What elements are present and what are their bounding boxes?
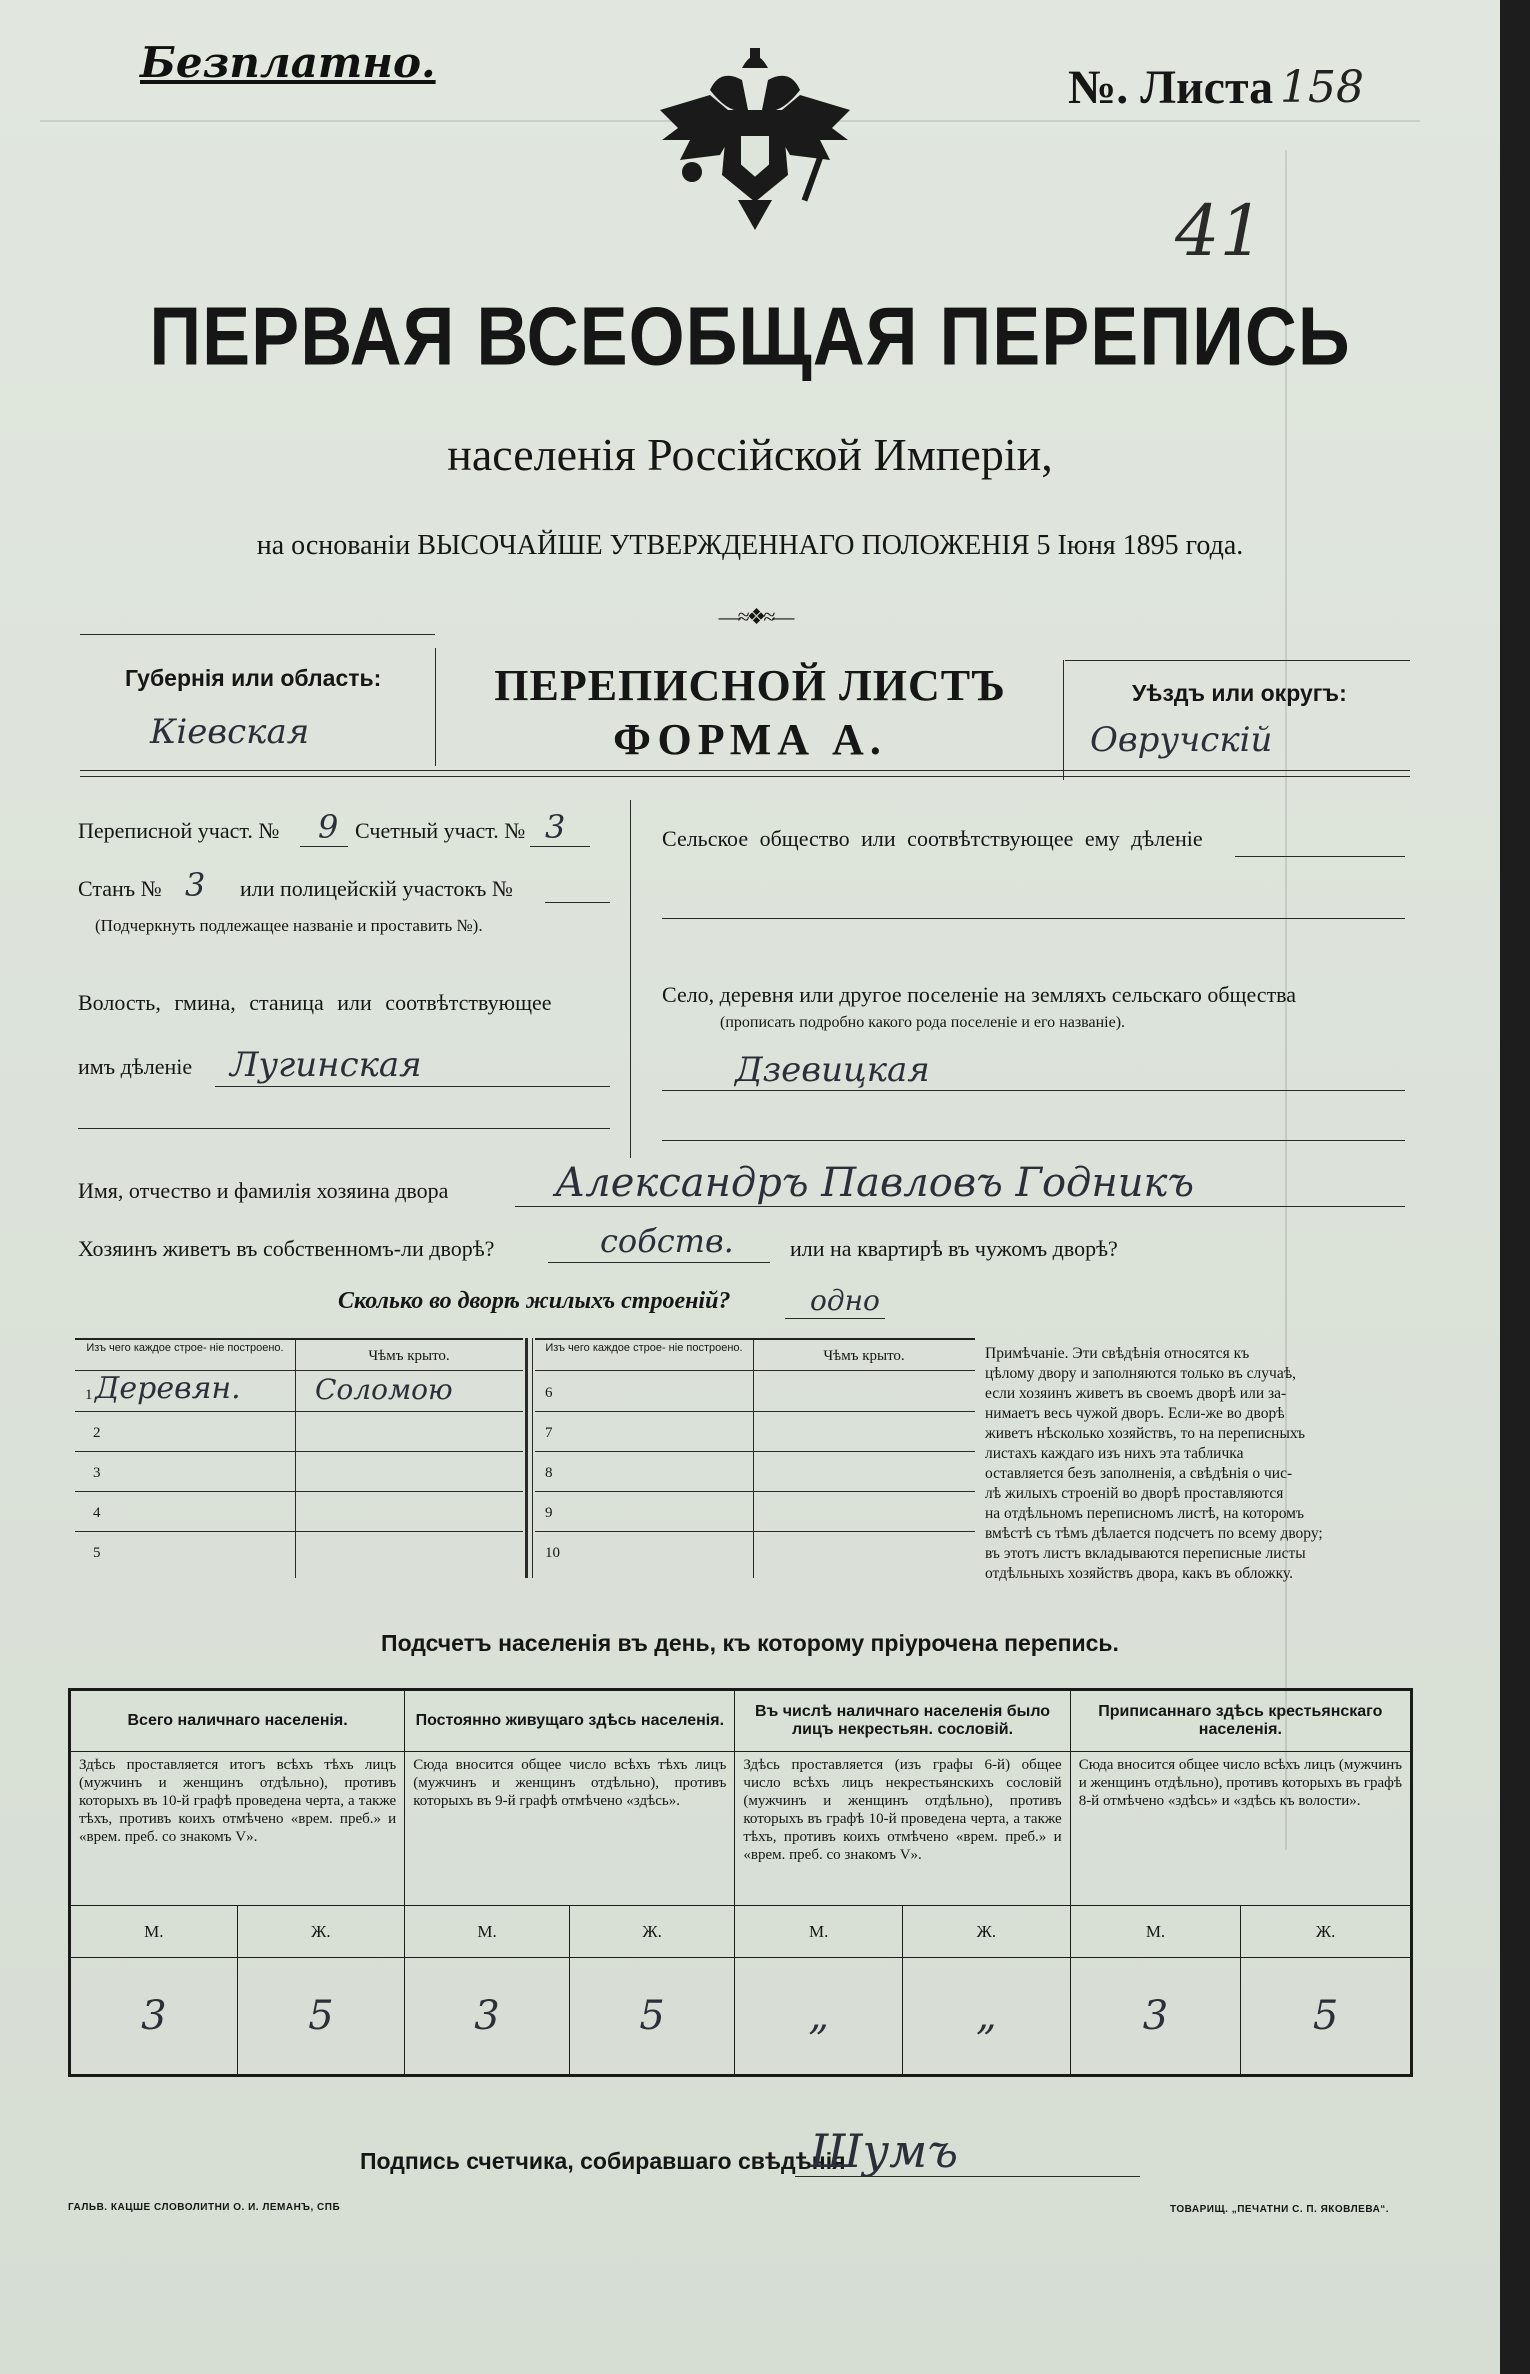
form-title: ПЕРЕПИСНОЙ ЛИСТЪ <box>494 661 1006 710</box>
note-line: отдѣльныхъ хозяйствъ двора, какъ въ обложку. <box>985 1565 1294 1582</box>
note-line: лѣ жилыхъ строеній во дворѣ проставляются <box>985 1485 1284 1502</box>
material-header: Изъ чего каждое строе- ніе построено. <box>86 1342 284 1354</box>
male-count: 3 <box>405 1958 570 2076</box>
male-label: М. <box>1070 1906 1241 1958</box>
pop-col-header: Приписаннаго здѣсь крестьянскаго населенія. <box>1070 1690 1411 1752</box>
table-row <box>75 1531 523 1571</box>
village-value: Дзевицкая <box>735 1050 930 1090</box>
table-row <box>535 1451 975 1491</box>
row-number: 7 <box>545 1425 553 1441</box>
female-count: 5 <box>569 1958 735 2076</box>
census-area-label: Переписной участ. № <box>78 818 280 843</box>
female-count: 5 <box>1241 1958 1412 2076</box>
guberniya-label: Губернія или область: <box>125 665 382 691</box>
rent-label: или на квартирѣ въ чужомъ дворѣ? <box>790 1236 1118 1261</box>
row-number: 5 <box>93 1545 101 1561</box>
legal-basis: на основаніи ВЫСОЧАЙШЕ УТВЕРЖДЕННАГО ПОЛОЖЕНІЯ 5 Іюня 1895 года. <box>256 530 1244 561</box>
female-label: Ж. <box>1241 1906 1412 1958</box>
own-yard-value: собств. <box>600 1222 734 1260</box>
volost-label-line2: имъ дѣленіе <box>78 1054 193 1079</box>
female-label: Ж. <box>903 1906 1071 1958</box>
table-row <box>75 1369 523 1411</box>
note-line: оставляется безъ заполненія, а свѣдѣнія о чис- <box>985 1465 1293 1482</box>
row-number: 6 <box>545 1385 553 1401</box>
row-number: 9 <box>545 1505 553 1521</box>
volost-label-line1: Волость, гмина, станица или соотвѣтствующее <box>78 990 552 1015</box>
stan-value: 3 <box>185 866 206 904</box>
own-yard-label: Хозяинъ живетъ въ собственномъ-ли дворѣ? <box>78 1236 495 1261</box>
pop-col-desc: Сюда вносится общее число всѣхъ лицъ (мужчинъ и женщинъ отдѣльно), противъ которыхъ въ графѣ 8-й отмѣчено «здѣсь» и «здѣсь къ волости». <box>1070 1752 1411 1906</box>
male-count: „ <box>735 1958 903 2076</box>
material-value: Деревян. <box>95 1371 241 1406</box>
male-label: М. <box>70 1906 238 1958</box>
note-line: вмѣстѣ съ тѣмъ дѣлается подсчетъ по всему двору; <box>985 1525 1323 1542</box>
male-label: М. <box>405 1906 570 1958</box>
pop-col-header: Въ числѣ наличнаго населенія было лицъ некрестьян. сословій. <box>735 1690 1070 1752</box>
ornament-divider: ―≈❖≈― <box>718 604 792 629</box>
note-line: живетъ нѣсколько хозяйствъ, то на переписныхъ <box>985 1425 1306 1442</box>
count-area-label: Счетный участ. № <box>355 818 526 843</box>
owner-value: Александръ Павловъ Годникъ <box>555 1160 1195 1206</box>
table-row <box>535 1411 975 1451</box>
pop-col-desc: Здѣсь проставляется итогъ всѣхъ тѣхъ лицъ (мужчинъ и женщинъ отдѣльно), противъ которыхъ въ 10-й графѣ проведена черта, а также тѣхъ, противъ коихъ отмѣчено «врем. преб.» и «врем. преб. со знакомъ V». <box>70 1752 405 1906</box>
note-line: листахъ каждаго изъ нихъ эта табличка <box>985 1445 1244 1462</box>
imperial-eagle-emblem <box>650 40 860 235</box>
row-number: 1 <box>85 1387 93 1403</box>
printer-left: ГАЛЬВ. КАЦШЕ СЛОВОЛИТНИ О. И. ЛЕМАНЪ, СПБ <box>68 2202 341 2213</box>
pop-col-header: Постоянно живущаго здѣсь населенія. <box>405 1690 735 1752</box>
handwritten-number: 41 <box>1175 190 1265 272</box>
page-subtitle: населенія Россійской Имперіи, <box>447 429 1053 480</box>
volost-value: Лугинская <box>230 1045 422 1085</box>
sheet-number-label: №. Листа <box>1068 61 1274 114</box>
female-label: Ж. <box>237 1906 405 1958</box>
note-line: если хозяинъ живетъ въ своемъ дворѣ или за- <box>985 1385 1287 1402</box>
village-label: Село, деревня или другое поселеніе на земляхъ сельскаго общества <box>662 982 1297 1007</box>
table-row <box>535 1531 975 1571</box>
pop-col-header: Всего наличнаго населенія. <box>70 1690 405 1752</box>
table-row <box>535 1491 975 1531</box>
row-number: 10 <box>545 1545 560 1561</box>
population-title: Подсчетъ населенія въ день, къ которому пріурочена перепись. <box>381 1630 1119 1656</box>
signature-value: Шумъ <box>810 2124 958 2178</box>
note-line: нимаетъ весь чужой дворъ. Если-же во дворѣ <box>985 1405 1285 1422</box>
note-line: цѣлому двору и заполняются только въ случаѣ, <box>985 1365 1296 1382</box>
police-area-label: или полицейскій участокъ № <box>240 876 513 901</box>
table-row <box>75 1491 523 1531</box>
note-line: въ этотъ листъ вкладываются переписные листы <box>985 1545 1306 1562</box>
roof-value: Соломою <box>315 1373 453 1406</box>
row-number: 8 <box>545 1465 553 1481</box>
table-row <box>535 1369 975 1411</box>
free-label: Безплатно. <box>140 38 436 87</box>
bleed-through-lines <box>1285 150 1417 1850</box>
note-line: на отдѣльномъ переписномъ листѣ, на которомъ <box>985 1505 1304 1522</box>
male-count: 3 <box>1070 1958 1241 2076</box>
material-header-right: Изъ чего каждое строе- ніе построено. <box>545 1342 743 1354</box>
note-line: Примѣчаніе. Эти свѣдѣнія относятся къ <box>985 1345 1250 1362</box>
stan-note: (Подчеркнуть подлежащее названіе и проставить №). <box>95 916 483 935</box>
row-number: 3 <box>93 1465 101 1481</box>
count-area-value: 3 <box>545 808 566 846</box>
roof-header-right: Чѣмъ крыто. <box>823 1348 905 1364</box>
pop-col-desc: Сюда вносится общее число всѣхъ тѣхъ лицъ (мужчинъ и женщинъ отдѣльно), противъ которыхъ въ 9-й графѣ отмѣчено «здѣсь». <box>405 1752 735 1906</box>
buildings-count-value: одно <box>810 1284 880 1317</box>
owner-label: Имя, отчество и фамилія хозяина двора <box>78 1178 449 1203</box>
uezd-label: Уѣздъ или округъ: <box>1132 680 1347 706</box>
male-label: М. <box>735 1906 903 1958</box>
row-number: 4 <box>93 1505 101 1521</box>
census-area-value: 9 <box>318 808 339 846</box>
population-table <box>68 1688 1413 2077</box>
printer-right: ТОВАРИЩ. „ПЕЧАТНИ С. П. ЯКОВЛЕВА“. <box>1170 2204 1390 2215</box>
table-row <box>75 1411 523 1451</box>
page-title: ПЕРВАЯ ВСЕОБЩАЯ ПЕРЕПИСЬ <box>149 291 1351 383</box>
guberniya-value: Кіевская <box>150 712 310 752</box>
male-count: 3 <box>70 1958 238 2076</box>
buildings-count-label: Сколько во дворѣ жилыхъ строеній? <box>338 1288 731 1314</box>
note-block <box>985 1344 1410 1584</box>
stan-label: Станъ № <box>78 876 162 901</box>
sheet-number-value: 158 <box>1280 62 1364 113</box>
female-label: Ж. <box>569 1906 735 1958</box>
roof-header: Чѣмъ крыто. <box>368 1348 450 1364</box>
row-number: 2 <box>93 1425 101 1441</box>
rural-society-label: Сельское общество или соотвѣтствующее ему дѣленіе <box>662 826 1203 851</box>
uezd-value: Овручскій <box>1090 720 1273 760</box>
signature-label: Подпись счетчика, собиравшаго свѣдѣнія <box>360 2148 846 2174</box>
village-note: (прописать подробно какого рода поселеніе и его названіе). <box>720 1014 1126 1031</box>
form-letter: ФОРМА А. <box>613 715 887 764</box>
pop-col-desc: Здѣсь проставляется (изъ графы 6-й) общее число всѣхъ лицъ некрестьянскихъ сословій (мужчинъ и женщинъ отдѣльно), противъ которыхъ въ графѣ 10-й проведена черта, а также тѣхъ, противъ коихъ отмѣчено «врем. преб.» и «врем. преб. со знакомъ V». <box>735 1752 1070 1906</box>
table-row <box>75 1451 523 1491</box>
female-count: „ <box>903 1958 1071 2076</box>
female-count: 5 <box>237 1958 405 2076</box>
